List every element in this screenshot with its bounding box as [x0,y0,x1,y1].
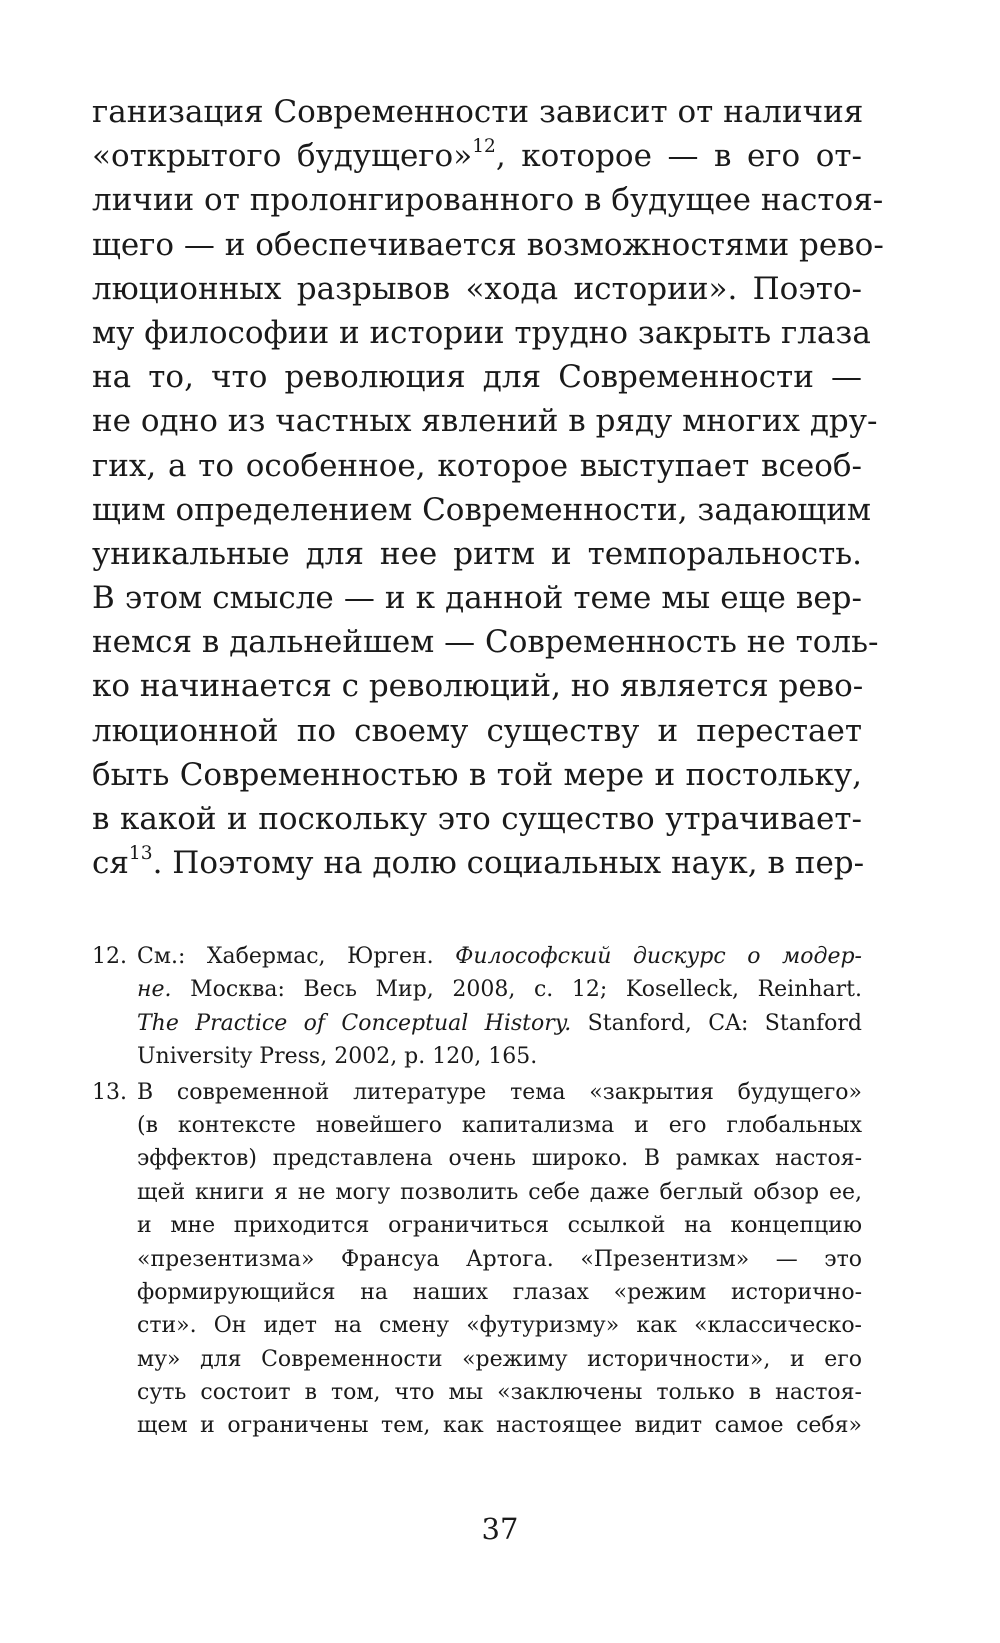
footnote-number: 13. [92,1079,127,1105]
footnote-line: 13. В современной литературе тема «закрытия будущего» [92,1076,862,1109]
text-line: люционных разрывов «хода истории». Поэто- [92,270,862,307]
italic-title: не. [137,977,172,1003]
text-line: люционной по своему существу и перестает [92,712,862,749]
footnote-line: «презентизма» Франсуа Артога. «Презентизм» — это [137,1246,862,1272]
footnote-13 [92,1076,862,1443]
text-line: щим определением Современности, задающим [92,491,871,528]
footnote-line: сти». Он идет на смену «футуризму» как «классическо- [137,1313,862,1339]
footnote-line: щей книги я не могу позволить себе даже беглый обзор ее, [137,1179,862,1205]
footnotes [92,940,862,1445]
text-line: быть Современностью в той мере и постольку, [92,756,862,793]
footnote-number: 12. [92,944,127,969]
footnote-12 [92,940,862,1074]
text-line: уникальные для нее ритм и темпоральность. [92,535,862,572]
footnote-line: му» для Современности «режиму историчности», и его [137,1346,862,1372]
text-line: на то, что революция для Современности — [92,359,862,396]
text-line: ганизация Современности зависит от наличия [92,94,864,130]
text-line: В этом смысле — и к данной теме мы еще вер- [92,580,862,617]
footnote-line: The Practice of Conceptual History. Stanford, CA: Stanford [137,1010,862,1036]
text-line: гих, а то особенное, которое выступает всеоб- [92,447,862,484]
italic-title: The Practice of Conceptual History. [137,1010,572,1036]
footnote-line: (в контексте новейшего капитализма и его глобальных [137,1112,862,1138]
footnote-line: не. Москва: Весь Мир, 2008, с. 12; Koselleck, Reinhart. [137,977,862,1003]
footnote-line: University Press, 2002, p. 120, 165. [137,1044,538,1070]
footnote-line: формирующийся на наших глазах «режим исторично- [137,1279,862,1305]
text-line: немся в дальнейшем — Современность не толь- [92,624,879,661]
page-number: 37 [481,1512,519,1546]
footnote-line: эффектов) представлена очень широко. В рамках настоя- [137,1146,862,1172]
text-line: му философии и истории трудно закрыть глаза [92,314,871,351]
footnote-line: и мне приходится ограничиться ссылкой на концепцию [137,1213,862,1239]
text-line: щего — и обеспечивается возможностями рево- [92,226,884,263]
text-line: ко начинается с революций, но является рево- [92,668,864,705]
italic-title: Философский дискурс о модер- [455,944,862,969]
footnote-ref-13[interactable]: 13 [128,843,153,865]
text-line: личии от пролонгированного в будущее настоя- [92,182,884,219]
text-line: $ся^{13}$. Поэтому на долю социальных наук, в пер- [92,843,865,882]
text-line: в какой и поскольку это существо утрачивает- [92,801,862,837]
text-line: не одно из частных явлений в ряду многих дру- [92,403,878,440]
footnote-line: суть состоит в том, что мы «заключены только в настоя- [137,1380,862,1406]
text-line: «открытого будущего»$^{12}$, которое — в его от- [92,136,863,175]
footnote-line: щем и ограничены тем, как настоящее видит самое себя» [137,1413,862,1439]
main-text [92,90,884,885]
footnote-line: 12. См.: Хабермас, Юрген. Философский дискурс о модер- [92,940,862,973]
footnote-ref-12[interactable]: 12 [472,136,496,158]
